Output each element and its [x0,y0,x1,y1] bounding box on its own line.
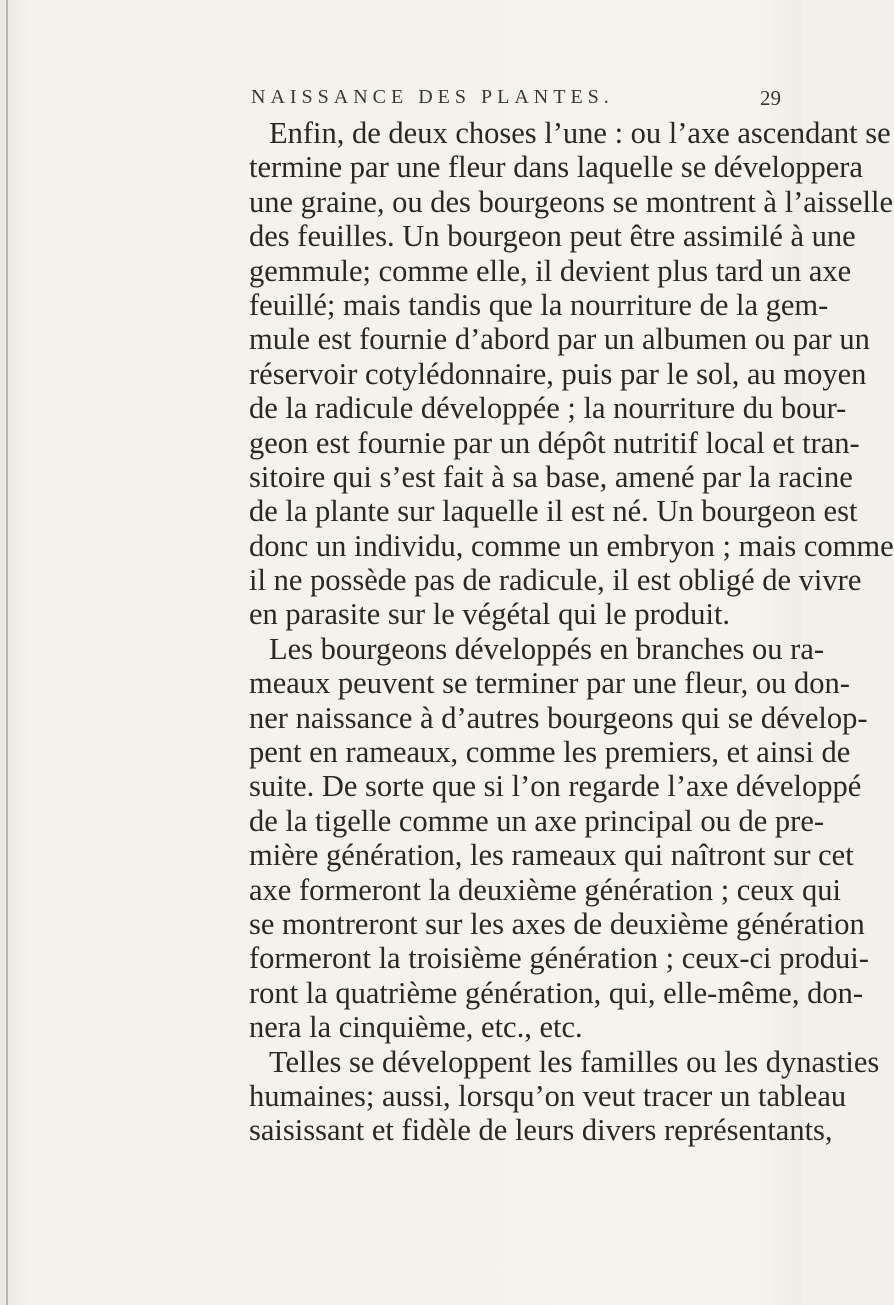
text-line: ner naissance à d’autres bourgeons qui se dévelop- [249,700,868,735]
text-line: meaux peuvent se terminer par une fleur, ou don- [249,666,850,701]
page-number: 29 [760,86,781,110]
text-line: de la tigelle comme un axe principal ou de pre- [249,803,825,838]
page-header [251,86,781,116]
text-line: se montreront sur les axes de deuxième génération [249,906,865,941]
text-line: réservoir cotylédonnaire, puis par le sol, au moyen [249,356,867,391]
text-line: axe formeront la deuxième génération ; ceux qui [249,872,841,907]
text-line: nera la cinquième, etc., etc. [249,1010,583,1045]
text-line: pent en rameaux, comme les premiers, et ainsi de [249,735,851,770]
text-line: saisissant et fidèle de leurs divers représentants, [249,1113,833,1148]
text-line: formeront la troisième génération ; ceux-ci produi- [249,941,869,976]
text-line: mule est fournie d’abord par un albumen ou par un [249,322,870,357]
text-line: suite. De sorte que si l’on regarde l’axe développé [249,769,862,804]
text-line: feuillé; mais tandis que la nourriture de la gem- [249,287,829,322]
text-line: humaines; aussi, lorsqu’on veut tracer un tableau [249,1078,847,1113]
text-line: mière génération, les rameaux qui naîtront sur cet [249,838,854,873]
text-line: ront la quatrième génération, qui, elle-même, don- [249,975,864,1010]
text-line: gemmule; comme elle, il devient plus tard un axe [249,253,852,288]
text-line: Telles se développent les familles ou les dynasties [269,1044,880,1079]
text-line: sitoire qui s’est fait à sa base, amené par la racine [249,459,853,494]
text-line: Les bourgeons développés en branches ou ra- [269,631,825,666]
text-line: une graine, ou des bourgeons se montrent à l’aisselle [249,184,893,219]
text-line: geon est fournie par un dépôt nutritif local et tran- [249,425,860,460]
text-line: Enfin, de deux choses l’une : ou l’axe ascendant se [269,116,891,150]
body-text [249,116,894,1148]
text-line: de la radicule développée ; la nourriture du bour- [249,391,847,426]
text-line: il ne possède pas de radicule, il est obligé de vivre [249,563,862,598]
text-line: donc un individu, comme un embryon ; mais comme [249,528,894,563]
binding-edge [6,0,8,1305]
running-title: NAISSANCE DES PLANTES. [251,86,614,108]
text-line: termine par une fleur dans laquelle se développera [249,150,863,185]
text-line: en parasite sur le végétal qui le produit. [249,597,731,632]
text-line: des feuilles. Un bourgeon peut être assimilé à une [249,219,856,254]
text-line: de la plante sur laquelle il est né. Un bourgeon est [249,494,858,529]
